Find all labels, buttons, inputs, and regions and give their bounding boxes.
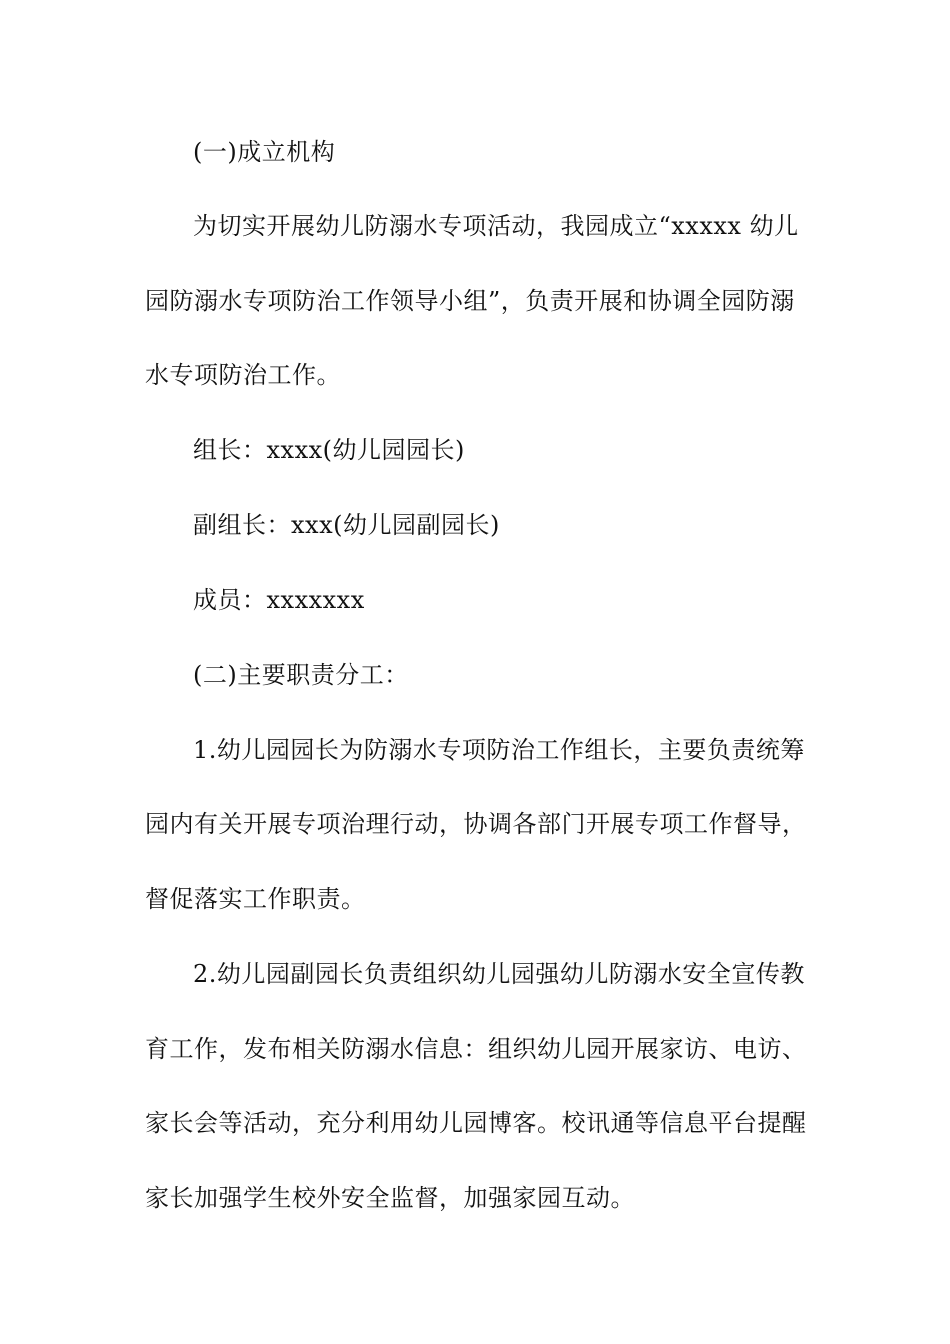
group-leader-line: 组长：xxxx(幼儿园园长) [193, 436, 465, 464]
paragraph-line: 1.幼儿园园长为防溺水专项防治工作组长，主要负责统筹 [193, 736, 805, 764]
paragraph-line: 2.幼儿园副园长负责组织幼儿园强幼儿防溺水安全宣传教 [193, 960, 805, 988]
paragraph-line: 督促落实工作职责。 [145, 885, 366, 913]
paragraph-line: 育工作，发布相关防溺水信息：组织幼儿园开展家访、电访、 [145, 1035, 807, 1063]
section-heading-establish-organization: (一)成立机构 [193, 138, 336, 166]
paragraph-line: 家长加强学生校外安全监督，加强家园互动。 [145, 1184, 635, 1212]
paragraph-line: 园内有关开展专项治理行动，协调各部门开展专项工作督导， [145, 810, 807, 838]
members-line: 成员：xxxxxxx [193, 586, 365, 614]
section-heading-responsibilities: (二)主要职责分工： [193, 661, 409, 689]
paragraph-line: 家长会等活动，充分利用幼儿园博客。校讯通等信息平台提醒 [145, 1109, 807, 1137]
paragraph-line: 水专项防治工作。 [145, 361, 341, 389]
paragraph-line: 为切实开展幼儿防溺水专项活动，我园成立“xxxxx 幼儿 [193, 212, 799, 240]
paragraph-line: 园防溺水专项防治工作领导小组”，负责开展和协调全园防溺 [145, 287, 795, 315]
deputy-leader-line: 副组长：xxx(幼儿园副园长) [193, 511, 500, 539]
